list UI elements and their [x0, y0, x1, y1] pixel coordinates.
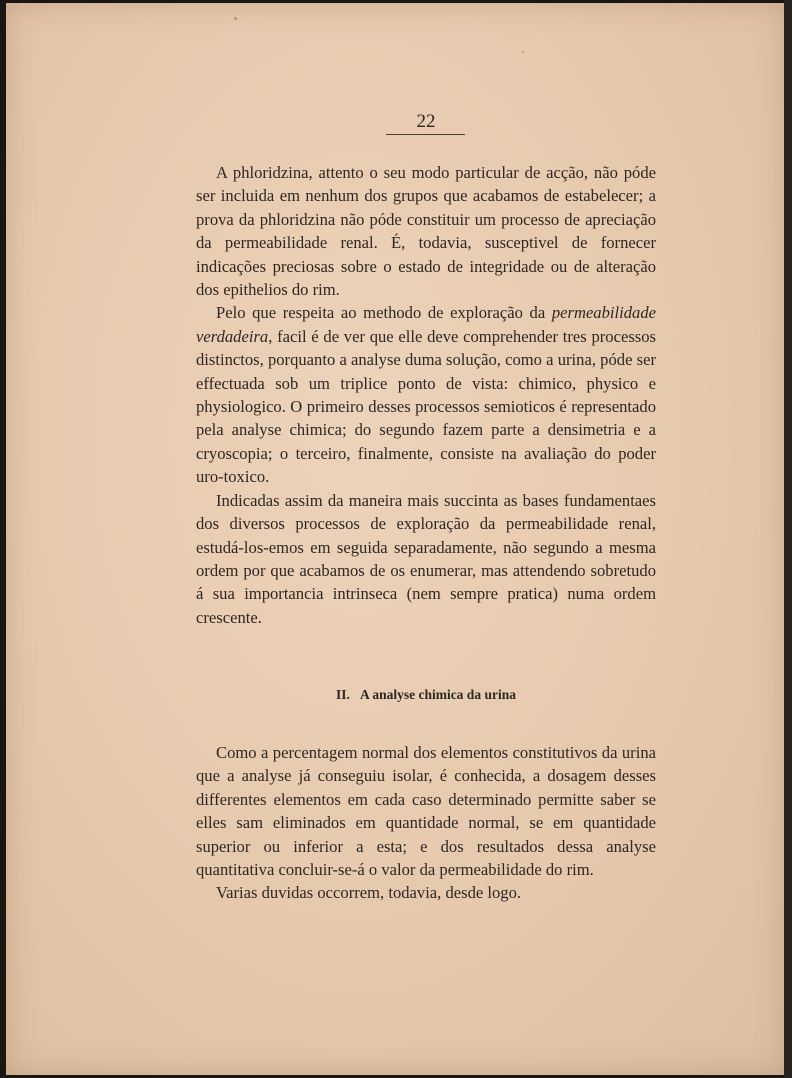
section-heading-number: II.	[336, 687, 350, 702]
paper-speck	[522, 51, 524, 53]
paragraph-phloridzina: A phloridzina, attento o seu modo particular de acção, não póde ser incluida em nenhum dos grupos que acabamos de estabelecer; a prova da phloridzina não póde constituir um processo de apreciação da permeabilidade renal. É, todavia, susceptivel de fornecer indicações preciosas sobre o estado de integridade ou de alteração dos epithelios do rim.	[196, 163, 656, 300]
paragraph-methodo-lead: Pelo que respeita ao methodo de exploração da	[216, 303, 552, 323]
section-heading	[196, 687, 656, 703]
paragraph-methodo-rest: , facil é de ver que elle deve comprehender tres processos distinctos, porquanto a analyse duma solução, como a urina, póde ser effectuada sob um triplice ponto de vista: chimico, physico e physiologico. O primeiro desses processos semioticos é representado pela analyse chimica; do segundo fazem parte a densimetria e a cryoscopia; o terceiro, finalmente, consiste na avaliação do poder uro-toxico.	[196, 326, 656, 487]
paragraph-methodo	[196, 301, 656, 488]
intro-text-block	[196, 161, 656, 629]
header-rule	[386, 134, 465, 135]
section-heading-title: A analyse chimica da urina	[359, 687, 516, 702]
page-number: 22	[416, 111, 436, 132]
section-two-text-block	[196, 741, 656, 905]
paragraph-indicadas: Indicadas assim da maneira mais succinta as bases fundamentaes dos diversos processos de exploração da permeabilidade renal, estudá-los-emos em seguida separadamente, não segundo a mesma ordem por que acabamos de os enumerar, mas attendendo sobretudo á sua importancia intrinseca (nem sempre pratica) numa ordem crescente.	[196, 490, 656, 627]
book-page	[6, 3, 786, 1075]
page-edge-shadow	[784, 0, 792, 1078]
paragraph-duvidas: Varias duvidas occorrem, todavia, desde logo.	[216, 883, 522, 903]
paper-speck	[234, 17, 237, 20]
italic-term-permeabilidade: permeabilidade verdadeira	[196, 303, 656, 346]
paragraph-percentagem: Como a percentagem normal dos elementos constitutivos da urina que a analyse já conseguiu isolar, é conhecida, a dosagem desses differentes elementos em cada caso determinado permitte saber se elles sam eliminados em quantidade normal, se em quantidade superior ou inferior a esta; e dos resultados dessa analyse quantitativa concluir-se-á o valor da permeabilidade do rim.	[196, 743, 656, 880]
